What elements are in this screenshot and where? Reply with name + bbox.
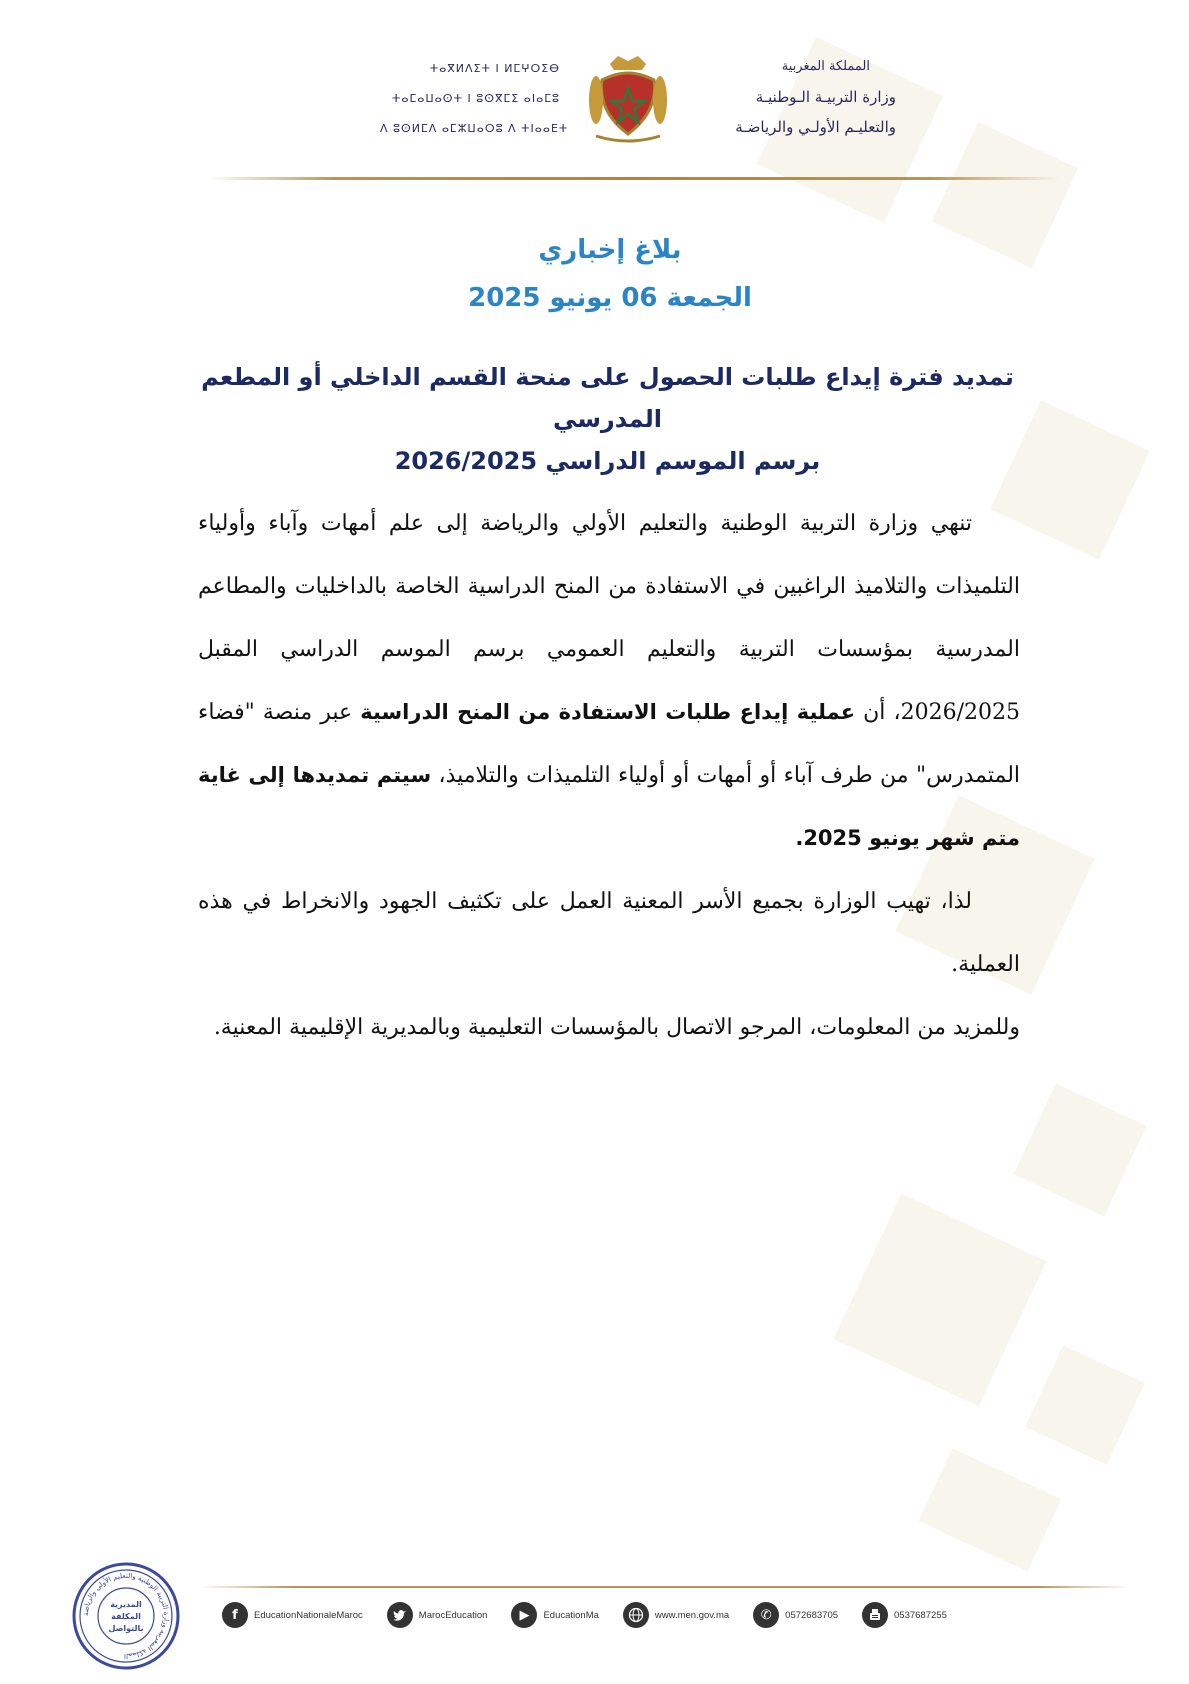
stamp-center-line-2: المكلفة [111, 1612, 141, 1621]
ministry-name-line-1: وزارة التربيـة الـوطنيـة [755, 88, 896, 106]
phone-icon: ✆ [753, 1602, 779, 1628]
footer-divider [200, 1586, 1130, 1588]
body-paragraph-2: لذا، تهيب الوزارة بجميع الأسر المعنية العمل على تكثيف الجهود والانخراط في هذه العملية. [198, 889, 1020, 977]
stamp-center-line-3: بالتواصل [108, 1624, 144, 1633]
document-body [198, 492, 1020, 1059]
website-url: www.men.gov.ma [654, 1609, 730, 1621]
body-paragraph-3: وللمزيد من المعلومات، المرجو الاتصال بالمؤسسات التعليمية وبالمديرية الإقليمية المعنية. [213, 1015, 1020, 1040]
subject-line-1: تمديد فترة إيداع طلبات الحصول على منحة القسم الداخلي أو المطعم المدرسي [201, 363, 1014, 433]
facebook-handle: EducationNationaleMaroc [254, 1609, 363, 1621]
kingdom-name: المملكة المغربية [781, 59, 870, 74]
communique-heading: بلاغ إخباري [538, 235, 682, 265]
header-divider [208, 177, 1060, 180]
body-p1-bold-b: سيتم تمديدها إلى غاية متم شهر يونيو 2025. [198, 763, 1020, 850]
ministry-name-line-2: والتعليـم الأولـي والرياضـة [735, 118, 896, 136]
globe-icon [623, 1602, 649, 1628]
tifinagh-line-2: ⵜⴰⵎⴰⵡⴰⵙⵜ ⵏ ⵓⵙⴳⵎⵉ ⴰⵏⴰⵎⵓ [391, 92, 560, 105]
letterhead [360, 50, 896, 150]
phone-number: 0572683705 [785, 1609, 839, 1621]
twitter-handle: MarocEducation [418, 1609, 488, 1621]
tifinagh-line-3: ⴷ ⵓⵙⵍⵎⴷ ⴰⵎⵣⵡⴰⵔⵓ ⴷ ⵜⵏⴰⴰⴹⵜ [380, 122, 569, 135]
letterhead-arabic [676, 52, 896, 142]
fax-icon [862, 1602, 888, 1628]
subject-line-2: برسم الموسم الدراسي 2026/2025 [394, 447, 821, 475]
body-p1-text-a: تنهي وزارة التربية الوطنية والتعليم الأولي والرياضة إلى علم أمهات وآباء وأولياء التلميذات والتلاميذ الراغبين في الاستفادة من المنح الدراسية الخاصة بالداخليات والمطاعم المدرسية بمؤسسات التربية والتعليم العمومي برسم الموسم الدراسي المقبل 2026/2025، أن [198, 511, 1020, 725]
footer-website[interactable] [623, 1602, 729, 1628]
youtube-icon: ▶ [511, 1602, 537, 1628]
footer-contacts [222, 1600, 1042, 1630]
footer-fax[interactable] [862, 1602, 947, 1628]
coat-of-arms-icon [588, 50, 668, 145]
twitter-icon [387, 1602, 413, 1628]
body-paragraph-1 [198, 492, 1020, 870]
letterhead-tifinagh [380, 54, 569, 144]
body-p1-text-b: عبر منصة "فضاء المتمدرس" من طرف آباء أو أمهات أو أولياء التلميذات والتلاميذ، [198, 700, 1021, 788]
document-subject [195, 356, 1020, 482]
fax-number: 0537687255 [894, 1609, 947, 1621]
document-title [200, 232, 1020, 316]
footer-phone[interactable] [753, 1602, 838, 1628]
stamp-center-line-1: المديرية [110, 1600, 142, 1609]
youtube-handle: EducationMa [543, 1609, 599, 1621]
footer-facebook[interactable] [222, 1602, 363, 1628]
footer-twitter[interactable] [387, 1602, 488, 1628]
facebook-icon: f [222, 1602, 248, 1628]
body-p1-bold-a: عملية إيداع طلبات الاستفادة من المنح الدراسية [360, 700, 856, 724]
stamp-ring-text: المملكة المغربية وزارة التربية الوطنية والتعليم الأولي والرياضة [81, 1571, 171, 1661]
footer-youtube[interactable] [511, 1602, 598, 1628]
official-stamp [70, 1560, 182, 1672]
communique-date: الجمعة 06 يونيو 2025 [468, 283, 752, 313]
tifinagh-line-1: ⵜⴰⴳⵍⴷⵉⵜ ⵏ ⵍⵎⵖⵔⵉⴱ [429, 62, 560, 75]
